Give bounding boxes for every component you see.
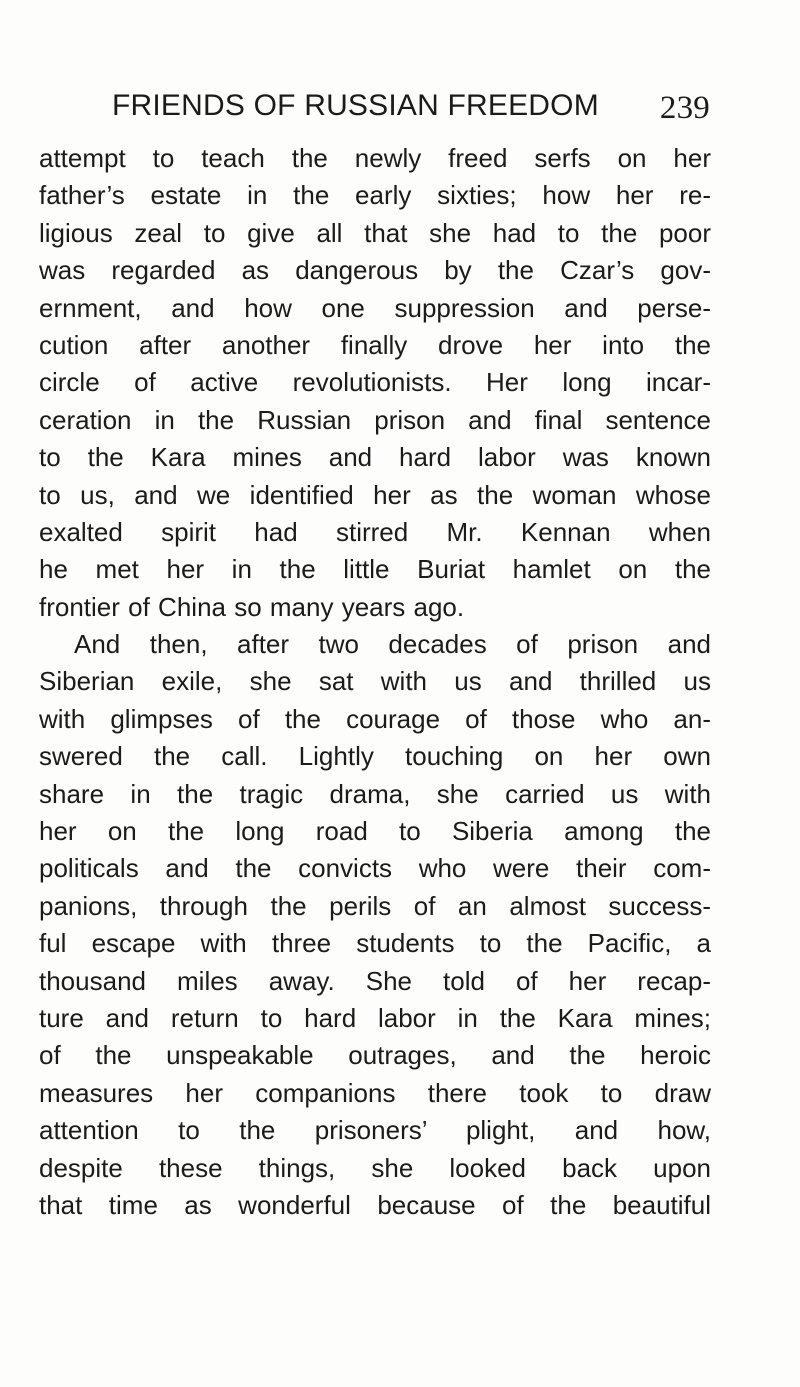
text-line: father’s estate in the early sixties; how her re- [39, 180, 711, 211]
text-line: cution after another finally drove her into the [39, 329, 711, 360]
text-line: ful escape with three students to the Pacific, a [39, 928, 711, 959]
running-head-title: FRIENDS OF RUSSIAN FREEDOM [112, 89, 599, 122]
text-line: attempt to teach the newly freed serfs on her [39, 143, 711, 173]
text-line: swered the call. Lightly touching on her own [39, 741, 711, 772]
text-line: of the unspeakable outrages, and the heroic [39, 1040, 711, 1071]
text-line: that time as wonderful because of the beautiful [39, 1189, 711, 1220]
paragraph-end-line: frontier of China so many years ago. [39, 591, 465, 622]
text-line: ceration in the Russian prison and final sentence [39, 404, 711, 435]
paragraph-start-line: And then, after two decades of prison and [74, 629, 711, 660]
text-line: to the Kara mines and hard labor was known [39, 442, 711, 473]
text-line: share in the tragic drama, she carried us with [39, 778, 711, 809]
body-text [39, 140, 711, 1224]
text-line: Siberian exile, she sat with us and thrilled us [39, 666, 711, 697]
text-line: panions, through the perils of an almost success- [39, 890, 711, 921]
text-line: politicals and the convicts who were their com- [39, 853, 711, 884]
text-line: he met her in the little Buriat hamlet on the [39, 554, 711, 585]
text-line: her on the long road to Siberia among the [39, 816, 711, 847]
text-line: despite these things, she looked back upon [39, 1152, 711, 1183]
text-line: attention to the prisoners’ plight, and how, [39, 1115, 711, 1146]
text-line: was regarded as dangerous by the Czar’s gov- [39, 255, 711, 286]
text-line: ernment, and how one suppression and perse- [39, 292, 711, 323]
text-line: thousand miles away. She told of her recap- [39, 965, 711, 996]
text-line: with glimpses of the courage of those who an- [39, 703, 711, 734]
page-number: 239 [659, 90, 710, 126]
text-line: measures her companions there took to draw [39, 1077, 711, 1108]
text-line: circle of active revolutionists. Her long incar- [39, 367, 711, 398]
text-line: ligious zeal to give all that she had to the poor [39, 217, 711, 248]
text-line: ture and return to hard labor in the Kara mines; [39, 1002, 711, 1033]
text-line: to us, and we identified her as the woman whose [39, 479, 711, 510]
running-head [112, 86, 710, 126]
text-line: exalted spirit had stirred Mr. Kennan when [39, 516, 711, 547]
